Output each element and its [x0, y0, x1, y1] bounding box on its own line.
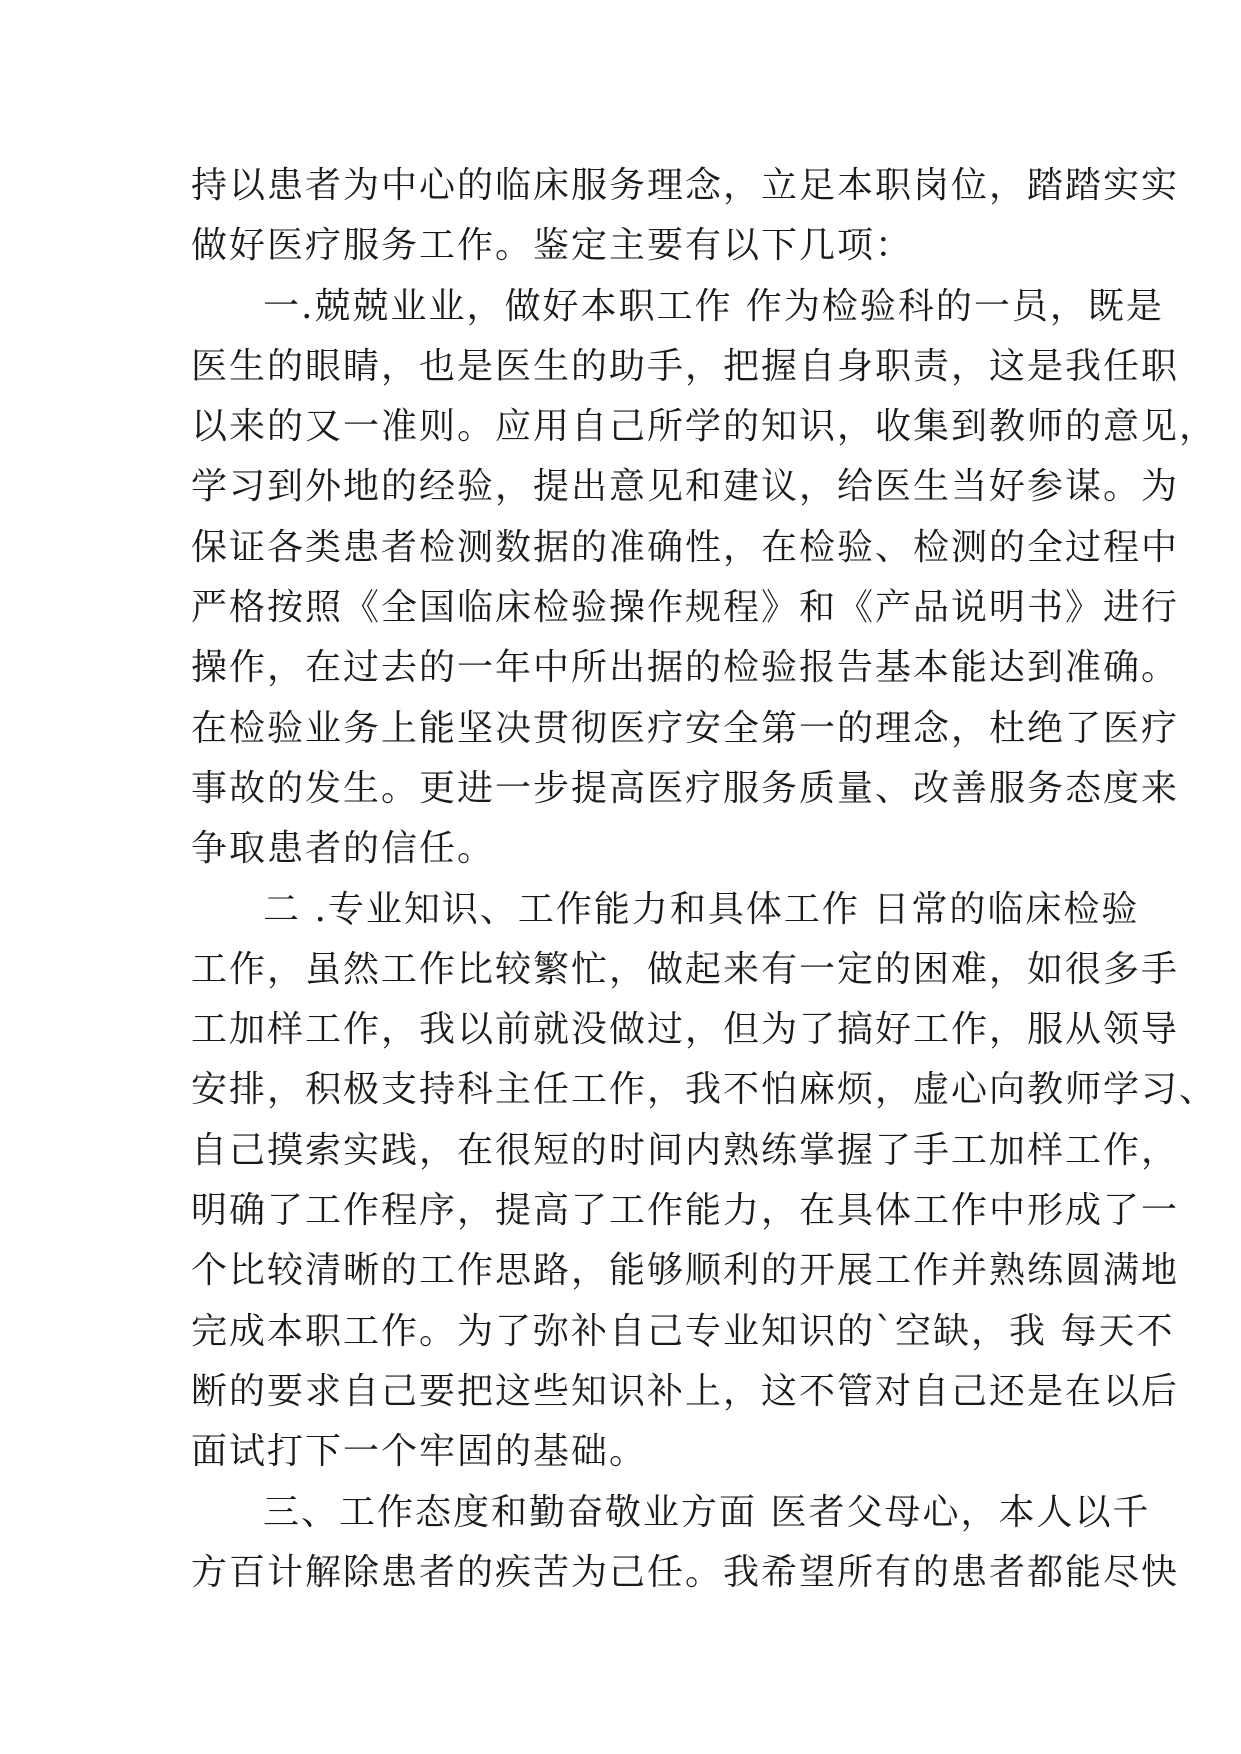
text-line: 事故的发生。更进一步提高医疗服务质量、改善服务态度来	[191, 767, 1180, 809]
text-line: 在检验业务上能坚决贯彻医疗安全第一的理念，杜绝了医疗	[191, 707, 1180, 749]
section-2-heading-line: 二 .专业知识、工作能力和具体工作 日常的临床检验	[263, 888, 1140, 930]
section-3-heading-line: 三、工作态度和勤奋敬业方面 医者父母心，本人以千	[263, 1491, 1151, 1533]
text-line: 严格按照《全国临床检验操作规程》和《产品说明书》进行	[191, 587, 1180, 629]
text-line: 自己摸索实践，在很短的时间内熟练掌握了手工加样工作，	[191, 1129, 1180, 1171]
body-text	[191, 156, 1218, 1603]
text-line: 面试打下一个牢固的基础。	[191, 1431, 648, 1473]
text-line: 做好医疗服务工作。鉴定主要有以下几项：	[191, 225, 914, 267]
text-line: 持以患者为中心的临床服务理念，立足本职岗位，踏踏实实	[191, 165, 1180, 206]
text-line: 医生的眼睛，也是医生的助手，把握自身职责，这是我任职	[191, 345, 1180, 387]
text-line: 完成本职工作。为了弥补自己专业知识的`空缺，我 每天不	[191, 1310, 1175, 1352]
section-1-heading-line: 一.兢兢业业，做好本职工作 作为检验科的一员，既是	[263, 285, 1164, 327]
text-line: 工作，虽然工作比较繁忙，做起来有一定的困难，如很多手	[191, 948, 1180, 990]
text-line: 安排，积极支持科主任工作，我不怕麻烦，虚心向教师学习、	[191, 1069, 1218, 1111]
text-line: 保证各类患者检测数据的准确性，在检验、检测的全过程中	[191, 526, 1180, 568]
text-line: 争取患者的信任。	[191, 828, 496, 870]
text-line: 方百计解除患者的疾苦为己任。我希望所有的患者都能尽快	[191, 1551, 1180, 1593]
text-line: 工加样工作，我以前就没做过，但为了搞好工作，服从领导	[191, 1009, 1180, 1051]
text-line: 操作，在过去的一年中所出据的检验报告基本能达到准确。	[191, 647, 1180, 689]
text-line: 个比较清晰的工作思路，能够顺利的开展工作并熟练圆满地	[191, 1250, 1180, 1292]
text-line: 以来的又一准则。应用自己所学的知识，收集到教师的意见，	[191, 406, 1218, 448]
text-line: 明确了工作程序，提高了工作能力，在具体工作中形成了一	[191, 1190, 1180, 1232]
text-line: 学习到外地的经验，提出意见和建议，给医生当好参谋。为	[191, 466, 1180, 508]
text-line: 断的要求自己要把这些知识补上，这不管对自己还是在以后	[191, 1370, 1180, 1412]
